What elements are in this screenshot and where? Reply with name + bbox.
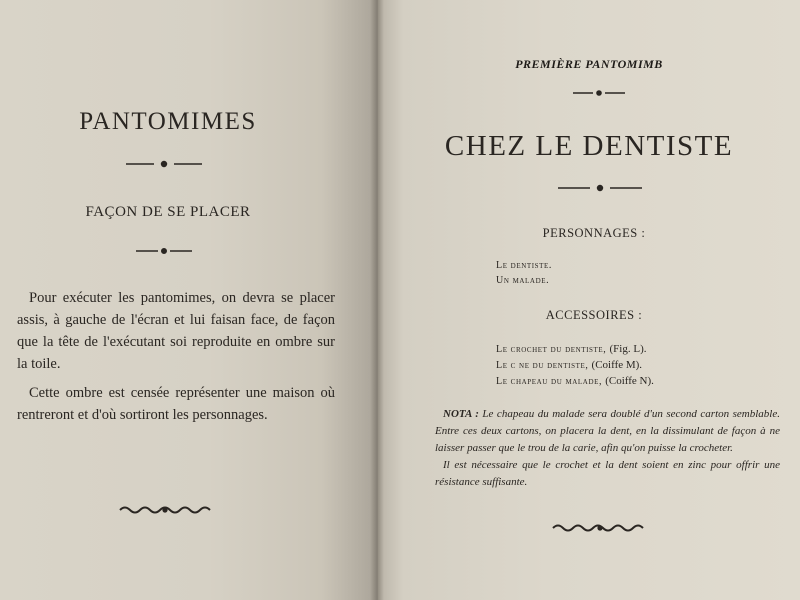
right-rule-ornament-2 (558, 184, 642, 192)
nota-text: Le chapeau du malade sera doublé d'un second carton semblable. Entre ces deux cartons, on placera la dent, en la dissimulant de façon à ne laisser passer que le trou de la carie, afin qu'on puisse la crocheter. (435, 408, 780, 454)
right-wave-tailpiece (553, 522, 647, 534)
left-paragraph-1: Pour exécuter les pantomimes, on devra se placer assis, à gauche de l'écran et lui faisan face, de façon que la tête de l'exécutant soi reproduite en ombre sur la toile. (17, 290, 335, 372)
left-page-subtitle: FAÇON DE SE PLACER (85, 204, 251, 220)
right-page-kicker: PREMIÈRE PANTOMIMB (515, 57, 663, 71)
right-rule-ornament-1 (573, 89, 625, 97)
accessoires-heading: ACCESSOIRES : (545, 308, 643, 322)
left-page-title: PANTOMIMES (79, 108, 257, 135)
accessoire-item (496, 343, 647, 355)
left-rule-ornament-1 (126, 160, 202, 168)
book-gutter (370, 0, 384, 600)
left-paragraph-2: Cette ombre est censée représenter une maison où rentreront et d'où sortiront les personnages. (17, 385, 335, 423)
accessoire-item (496, 359, 642, 371)
accessoire-name: Le crochet du dentiste, (496, 344, 607, 355)
accessoire-item (496, 375, 654, 387)
personnages-heading: PERSONNAGES : (542, 226, 646, 240)
nota-block (435, 406, 780, 491)
personnage-item: Un malade. (496, 275, 550, 286)
left-wave-tailpiece (120, 504, 210, 516)
accessoire-name: Le chapeau du malade, (496, 376, 603, 387)
right-page-title: CHEZ LE DENTISTE (444, 130, 734, 162)
nota-text-2: Il est nécessaire que le crochet et la dent soient en zinc pour offrir une résistance suffisante. (435, 459, 780, 488)
accessoire-ref: (Coiffe N). (605, 375, 654, 387)
right-page (378, 0, 800, 600)
accessoire-name: Le c ne du dentiste, (496, 360, 589, 371)
accessoire-ref: (Coiffe M). (591, 359, 643, 371)
left-rule-ornament-2 (136, 247, 192, 255)
accessoire-ref: (Fig. L). (609, 343, 647, 355)
nota-label: NOTA : (443, 408, 479, 420)
personnage-item: Le dentiste. (496, 260, 553, 271)
left-page (0, 0, 378, 600)
